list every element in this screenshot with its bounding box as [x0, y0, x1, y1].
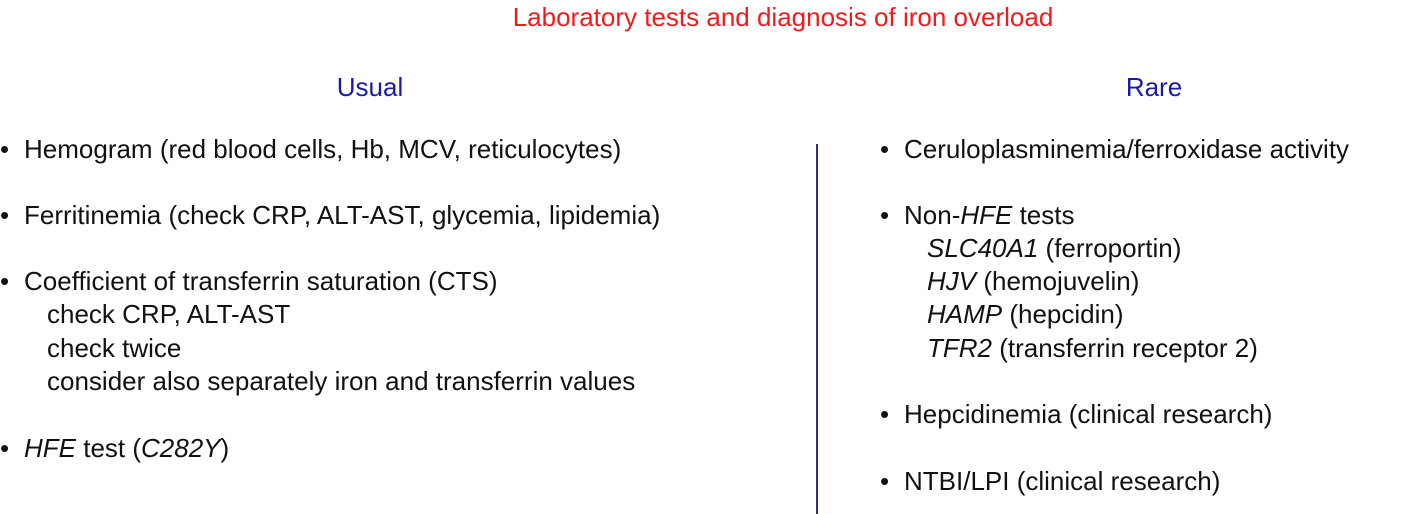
cts-text: Coefficient of transferrin saturation (CTS) — [24, 266, 498, 296]
gene-test-hjv — [927, 265, 1139, 298]
gene-name: HJV — [927, 266, 977, 296]
cts-sub-item: check twice — [47, 333, 182, 363]
ceruloplasminemia-text: Ceruloplasminemia/ferroxidase activity — [904, 134, 1350, 164]
ntbi-lpi-text: NTBI/LPI (clinical research) — [904, 466, 1221, 496]
non-hfe-prefix: Non- — [904, 200, 961, 230]
gene-name: TFR2 — [927, 333, 992, 363]
usual-item-ferritinemia — [0, 199, 660, 232]
bullet: • — [880, 134, 890, 164]
gene-test-hamp — [927, 298, 1124, 331]
hemogram-text: Hemogram (red blood cells, Hb, MCV, reticulocytes) — [24, 134, 622, 164]
gene-name: SLC40A1 — [927, 233, 1039, 263]
gene-description: (transferrin receptor 2) — [992, 333, 1258, 363]
bullet: • — [880, 466, 890, 496]
bullet: • — [0, 266, 10, 296]
bullet: • — [0, 433, 10, 463]
rare-item-ntbi-lpi — [880, 465, 1220, 498]
bullet: • — [0, 134, 10, 164]
hfe-mutation: C282Y — [141, 433, 221, 463]
rare-item-non-hfe-tests — [880, 199, 1075, 232]
bullet: • — [880, 399, 890, 429]
ferritinemia-text: Ferritinemia (check CRP, ALT-AST, glycemia, lipidemia) — [24, 200, 661, 230]
page-title: Laboratory tests and diagnosis of iron overload — [512, 2, 1054, 32]
gene-test-slc40a1 — [927, 232, 1181, 265]
usual-item-hemogram — [0, 133, 621, 166]
rare-column-header: Rare — [1125, 72, 1183, 102]
usual-column-header: Usual — [336, 72, 404, 102]
hfe-test-text: test ( — [76, 433, 142, 463]
gene-test-tfr2 — [927, 332, 1258, 365]
gene-name: HAMP — [927, 299, 1003, 329]
rare-item-ceruloplasminemia — [880, 133, 1349, 166]
usual-item-cts — [0, 265, 497, 298]
non-hfe-gene: HFE — [960, 200, 1013, 230]
cts-sub-item: check CRP, ALT-AST — [47, 299, 291, 329]
cts-sub-item: consider also separately iron and transferrin values — [47, 366, 636, 396]
gene-description: (ferroportin) — [1038, 233, 1182, 263]
hepcidinemia-text: Hepcidinemia (clinical research) — [904, 399, 1273, 429]
column-divider — [816, 144, 818, 514]
gene-description: (hepcidin) — [1002, 299, 1124, 329]
bullet: • — [0, 200, 10, 230]
hfe-gene: HFE — [24, 433, 76, 463]
gene-description: (hemojuvelin) — [976, 266, 1140, 296]
usual-item-hfe-test — [0, 432, 229, 465]
rare-item-hepcidinemia — [880, 398, 1272, 431]
non-hfe-suffix: tests — [1012, 200, 1075, 230]
bullet: • — [880, 200, 890, 230]
hfe-close-paren: ) — [220, 433, 230, 463]
